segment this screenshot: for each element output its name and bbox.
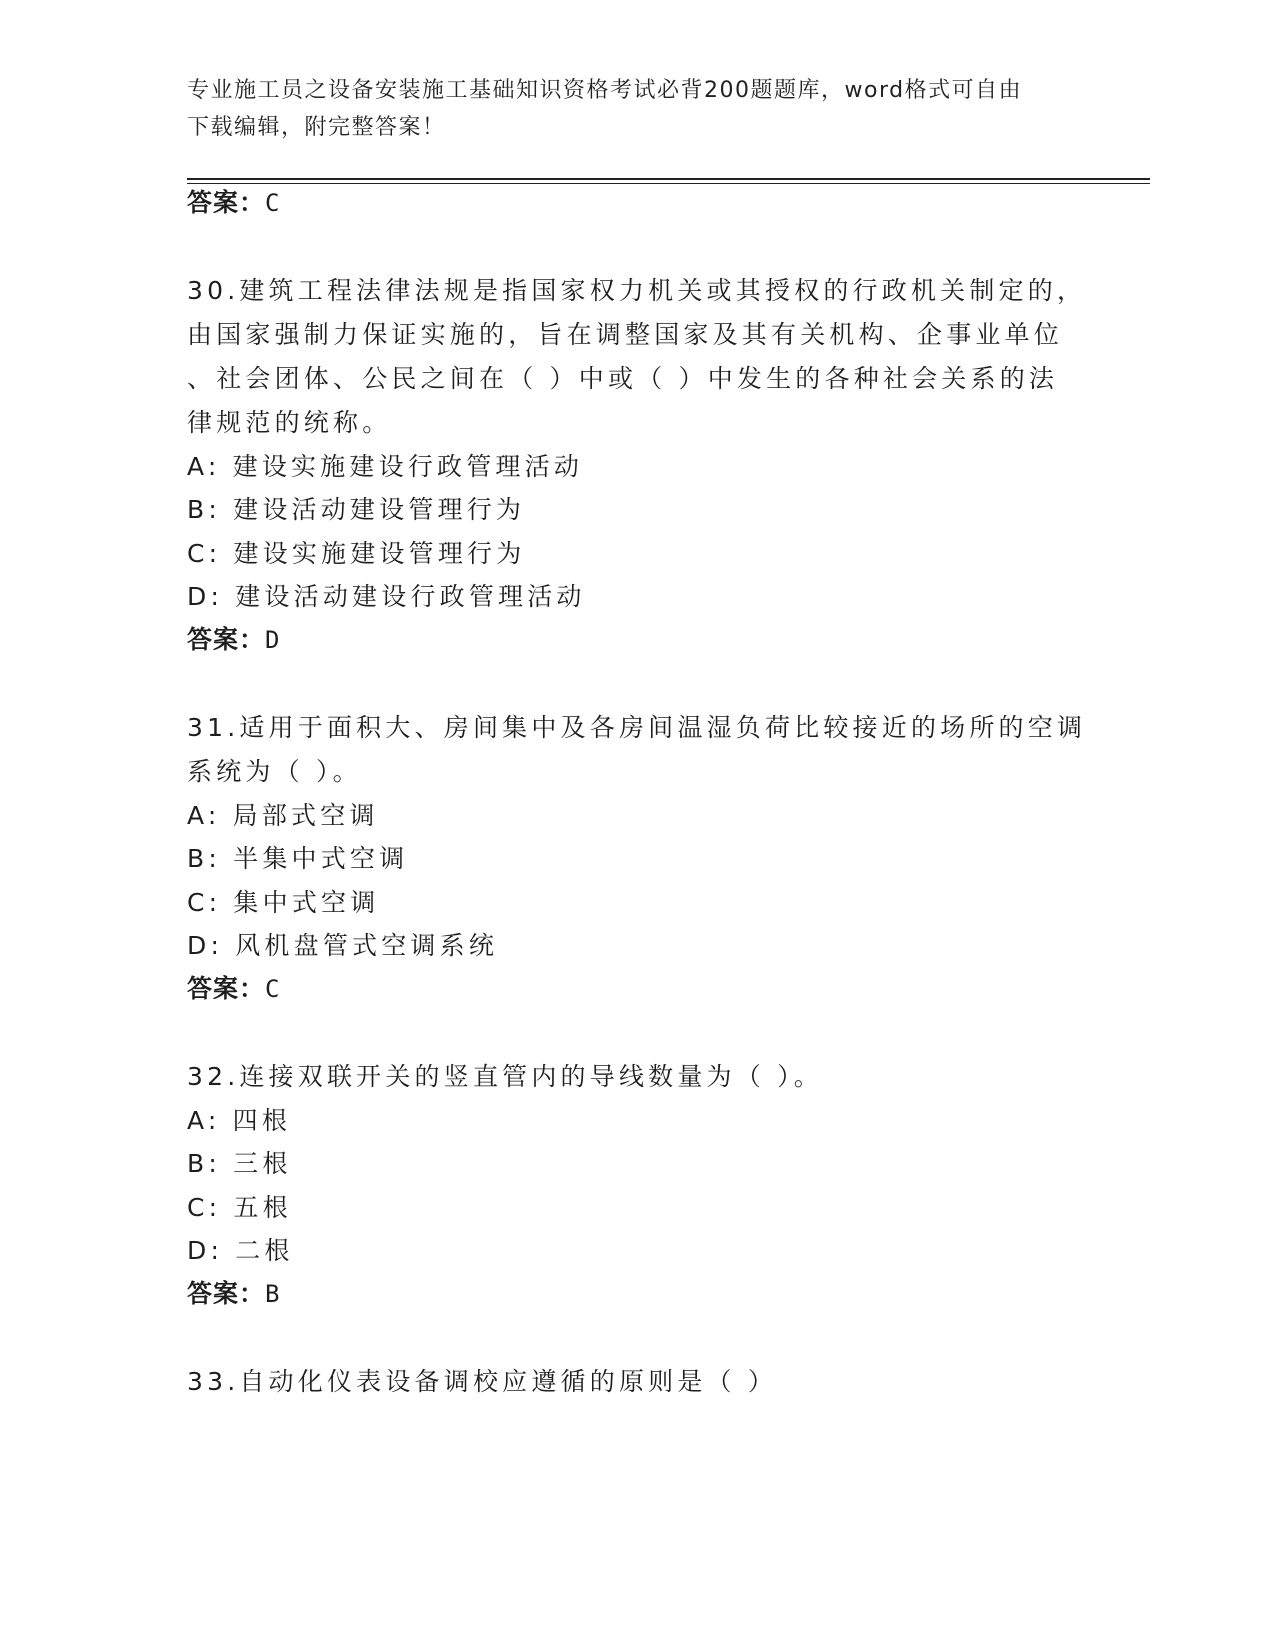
q30-stem-line-4: 律规范的统称。: [187, 408, 392, 437]
q30-stem-line-3: 、社会团体、公民之间在（ ）中或（ ）中发生的各种社会关系的法: [187, 364, 1059, 393]
header-line-2: 下载编辑，附完整答案！: [187, 115, 446, 140]
q30-answer: [187, 620, 280, 656]
q32-option-d: D: 二根: [187, 1236, 294, 1265]
q30-option-d: D: 建设活动建设行政管理活动: [187, 582, 586, 611]
q30-stem-line-2: 由国家强制力保证实施的，旨在调整国家及其有关机构、企事业单位: [187, 320, 1064, 349]
q31-option-b: B: 半集中式空调: [187, 844, 409, 873]
answer-value: B: [265, 1280, 281, 1308]
answer-label: 答案：: [187, 188, 266, 217]
answer-line-prev: [187, 183, 280, 219]
q31-option-a: A: 局部式空调: [187, 801, 379, 830]
q32-answer: [187, 1274, 280, 1310]
answer-value: C: [265, 975, 281, 1003]
q31-option-d: D: 风机盘管式空调系统: [187, 931, 499, 960]
document-page: [187, 0, 1147, 1650]
q32-option-c: C: 五根: [187, 1193, 292, 1222]
q31-option-c: C: 集中式空调: [187, 888, 380, 917]
q32-stem-line-1: 32.连接双联开关的竖直管内的导线数量为（ ）。: [187, 1062, 824, 1091]
q30-option-c: C: 建设实施建设管理行为: [187, 539, 526, 568]
answer-label: 答案：: [187, 625, 266, 654]
answer-value: D: [265, 626, 281, 654]
document-header: [187, 72, 1067, 146]
q30-option-b: B: 建设活动建设管理行为: [187, 495, 526, 524]
q32-option-a: A: 四根: [187, 1106, 292, 1135]
q32-option-b: B: 三根: [187, 1149, 292, 1178]
answer-value: C: [265, 189, 281, 217]
q33-stem-line-1: 33.自动化仪表设备调校应遵循的原则是（ ）: [187, 1367, 778, 1396]
q31-stem-line-2: 系统为（ ）。: [187, 757, 362, 786]
header-divider: [187, 178, 1150, 184]
q31-answer: [187, 969, 280, 1005]
answer-label: 答案：: [187, 1279, 266, 1308]
q30-stem-line-1: 30.建筑工程法律法规是指国家权力机关或其授权的行政机关制定的，: [187, 276, 1087, 305]
header-line-1: 专业施工员之设备安装施工基础知识资格考试必背200题题库，word格式可自由: [187, 78, 1023, 103]
answer-label: 答案：: [187, 974, 266, 1003]
q31-stem-line-1: 31.适用于面积大、房间集中及各房间温湿负荷比较接近的场所的空调: [187, 713, 1087, 742]
q30-option-a: A: 建设实施建设行政管理活动: [187, 452, 584, 481]
